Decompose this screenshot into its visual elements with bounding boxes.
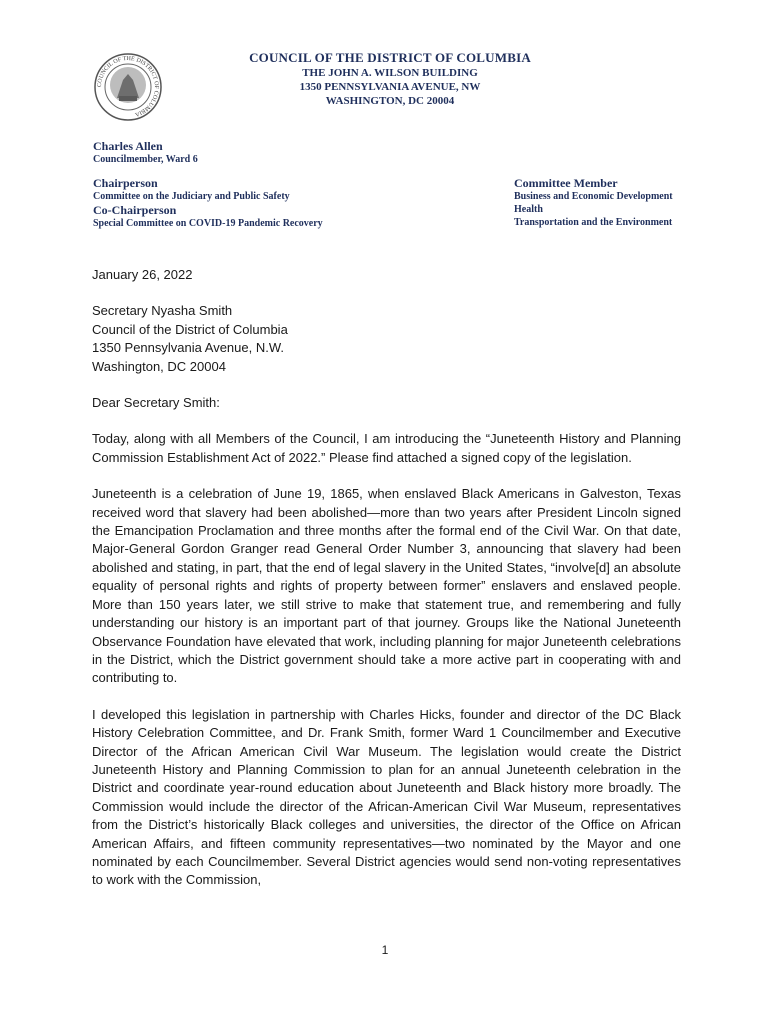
org-name: COUNCIL OF THE DISTRICT OF COLUMBIA xyxy=(249,50,531,65)
city-address: WASHINGTON, DC 20004 xyxy=(325,95,455,107)
sender-block xyxy=(93,139,198,167)
council-seal xyxy=(93,52,163,122)
street-address: 1350 PENNSYLVANIA AVENUE, NW xyxy=(299,81,481,93)
roles-right xyxy=(514,176,673,229)
page-number: 1 xyxy=(381,943,389,957)
building-name: THE JOHN A. WILSON BUILDING xyxy=(302,67,478,79)
letter-date: January 26, 2022 xyxy=(92,267,193,282)
member-committee: Transportation and the Environment xyxy=(514,217,673,228)
paragraph: Juneteenth is a celebration of June 19, 1865, when enslaved Black Americans in Galveston, Texas received word that slavery had been abolished—more than two years after President Lincoln signed the Emancipation Proclamation and three months after the formal end of the Civil War. On that date, Major-General Gordon Granger read General Order Number 3, announcing that slavery had been abolished and stating, in part, that the end of legal slavery in the United States, “involve[d] an absolute equality of personal rights and rights of property between former” enslavers and enslaved people. More than 150 years later, we still strive to make that statement true, and remembering and fully understanding our history is an important part of that journey. Groups like the National Juneteenth Observance Foundation have elevated that work, including planning for major Juneteenth celebrations in the District, which the District government should take a more active part in cooperating with and contributing to. xyxy=(92,486,681,686)
recipient-line: Council of the District of Columbia xyxy=(92,321,288,337)
chair-committee: Committee on the Judiciary and Public Safety xyxy=(93,191,290,202)
salutation: Dear Secretary Smith: xyxy=(92,395,220,411)
member-committee: Health xyxy=(514,204,543,215)
paragraph: Today, along with all Members of the Council, I am introducing the “Juneteenth History and Planning Commission Establishment Act of 2022.” Please find attached a signed copy of the legislation. xyxy=(92,431,681,465)
cochair-committee: Special Committee on COVID-19 Pandemic Recovery xyxy=(93,218,323,229)
seal-text: COUNCIL OF THE DISTRICT OF COLUMBIA xyxy=(96,55,160,118)
member-heading: Committee Member xyxy=(514,176,618,190)
roles-left xyxy=(93,176,323,230)
recipient-line: 1350 Pennsylvania Avenue, N.W. xyxy=(92,340,284,356)
recipient-line: Washington, DC 20004 xyxy=(92,358,226,374)
member-committee: Business and Economic Development xyxy=(514,191,673,202)
letterhead xyxy=(220,50,560,108)
recipient-line: Secretary Nyasha Smith xyxy=(92,303,233,319)
letter-body xyxy=(92,266,681,890)
sender-title: Councilmember, Ward 6 xyxy=(93,154,198,165)
cochair-heading: Co-Chairperson xyxy=(93,203,177,217)
chair-heading: Chairperson xyxy=(93,176,158,190)
paragraph: I developed this legislation in partnership with Charles Hicks, founder and director of the DC Black History Celebration Committee, and Dr. Frank Smith, former Ward 1 Councilmember and Executive Director of the African American Civil War Museum. The legislation would create the District Juneteenth History and Planning Commission to plan for an annual Juneteenth celebration in the District and coordinate year-round education about Juneteenth and Black history more broadly. The Commission would include the director of the African-American Civil War Museum, representatives from the District’s historically Black colleges and universities, the director of the Office on African American Affairs, and fifteen community representatives—two nominated by the Mayor and one nominated by each Councilmember. Several District agencies would send non-voting representatives to work with the Commission, xyxy=(92,706,681,888)
sender-name: Charles Allen xyxy=(93,139,163,153)
